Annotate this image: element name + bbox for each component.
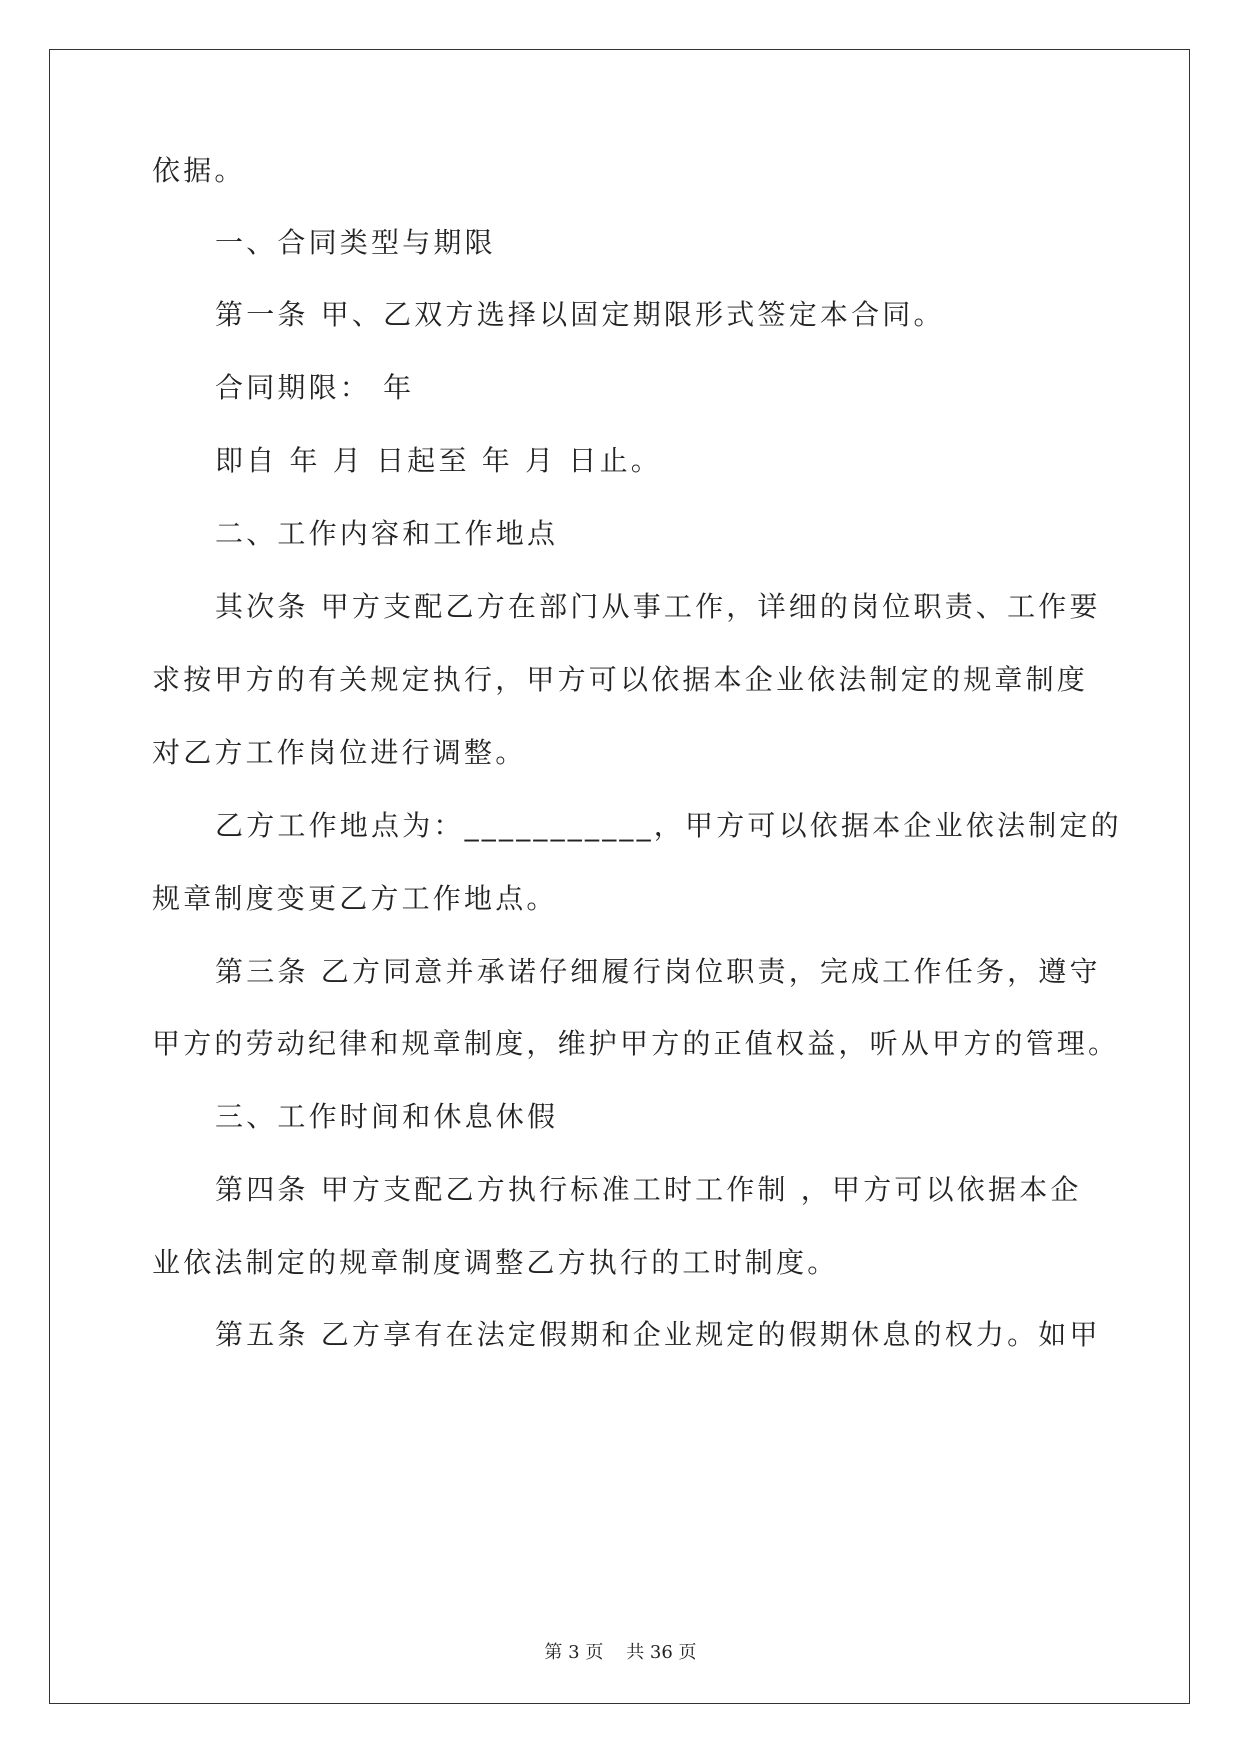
text-line: 合同期限： 年 (215, 371, 415, 404)
text-line: 即自 年 月 日起至 年 月 日止。 (215, 444, 663, 477)
text-line: 对乙方工作岗位进行调整。 (152, 736, 527, 769)
section-heading: 二、工作内容和工作地点 (215, 517, 559, 550)
text-line: 依据。 (152, 154, 246, 187)
text-line: 甲方的劳动纪律和规章制度，维护甲方的正值权益，听从甲方的管理。 (152, 1027, 1120, 1060)
text-line: 第五条 乙方享有在法定假期和企业规定的假期休息的权力。如甲 (215, 1318, 1101, 1351)
text-line: 第一条 甲、乙双方选择以固定期限形式签定本合同。 (215, 298, 945, 331)
section-heading: 三、工作时间和休息休假 (215, 1100, 559, 1133)
text-line: 其次条 甲方支配乙方在部门从事工作，详细的岗位职责、工作要 (215, 590, 1101, 623)
text-line: 规章制度变更乙方工作地点。 (152, 882, 558, 915)
page-number-footer: 第 3 页 共 36 页 (544, 1642, 697, 1663)
text-line: 第四条 甲方支配乙方执行标准工时工作制 ，甲方可以依据本企 (215, 1173, 1082, 1206)
text-line: 乙方工作地点为：___________，甲方可以依据本企业依法制定的 (215, 809, 1122, 842)
text-line: 业依法制定的规章制度调整乙方执行的工时制度。 (152, 1246, 839, 1279)
text-line: 第三条 乙方同意并承诺仔细履行岗位职责，完成工作任务，遵守 (215, 955, 1101, 988)
section-heading: 一、合同类型与期限 (215, 226, 496, 259)
text-line: 求按甲方的有关规定执行，甲方可以依据本企业依法制定的规章制度 (152, 663, 1089, 696)
